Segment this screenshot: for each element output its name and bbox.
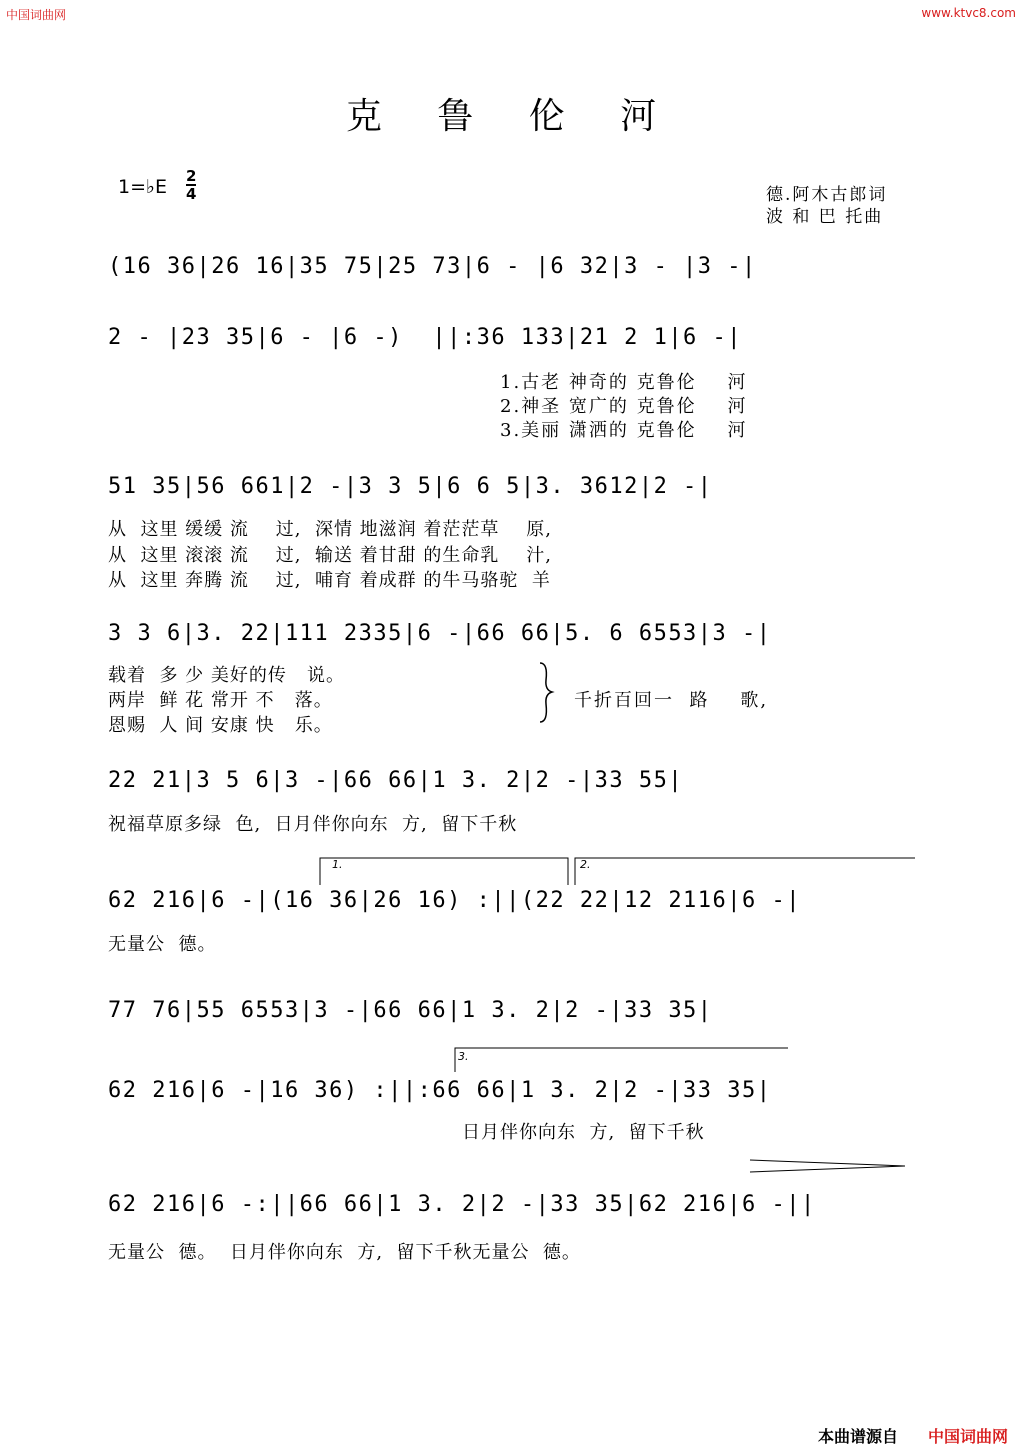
song-title: 克 鲁 伦 河: [345, 96, 679, 137]
second-ending-label: 2.: [580, 858, 591, 871]
lyric-line-3-1: 从 这里 缓缓 流 过, 深情 地滋润 着茫茫草 原,: [108, 519, 552, 540]
lyricist-credit: 德.阿木古郎词: [766, 185, 888, 205]
lyric-line-4-2: 两岸 鲜 花 常开 不 落。: [108, 690, 333, 711]
notation-line-1: (16 36|26 16|35 75|25 73|6 - |6 32|3 - |3 -|: [108, 254, 757, 279]
footer-site-logo: 中国词曲网: [928, 1427, 1009, 1446]
lyric-line-9: 无量公 德。 日月伴你向东 方, 留下千秋无量公 德。: [108, 1242, 581, 1263]
notation-line-9: 62 216|6 -:||66 66|1 3. 2|2 -|33 35|62 216|6 -||: [108, 1192, 816, 1217]
lyric-line-3-3: 从 这里 奔腾 流 过, 哺育 着成群 的牛马骆驼 羊: [108, 570, 551, 591]
lyric-line-8: 日月伴你向东 方, 留下千秋: [462, 1122, 705, 1143]
footer-source-label: 本曲谱源自: [818, 1427, 899, 1446]
third-ending-label: 3.: [458, 1050, 469, 1063]
notation-line-7: 77 76|55 6553|3 -|66 66|1 3. 2|2 -|33 35|: [108, 998, 713, 1023]
notation-line-4: 3 3 6|3. 22|111 2335|6 -|66 66|5. 6 6553|3 -|: [108, 621, 772, 646]
lyric-line-5: 祝福草原多绿 色, 日月伴你向东 方, 留下千秋: [108, 814, 518, 835]
notation-line-8: 62 216|6 -|16 36) :||:66 66|1 3. 2|2 -|33 35|: [108, 1078, 772, 1103]
notation-line-2: 2 - |23 35|6 - |6 -) ||:36 133|21 2 1|6 -|: [108, 325, 743, 350]
notation-line-6: 62 216|6 -|(16 36|26 16) :||(22 22|12 2116|6 -|: [108, 888, 802, 913]
lyric-chorus-intro: 千折百回一 路 歌,: [574, 690, 769, 711]
key-signature: 1=♭E: [118, 176, 167, 198]
time-signature-bottom: 4: [186, 185, 197, 203]
lyric-line-4-3: 恩赐 人 间 安康 快 乐。: [108, 715, 333, 736]
site-url-right: www.ktvc8.com: [921, 6, 1016, 20]
composer-credit: 波 和 巴 托曲: [766, 207, 884, 227]
verse-2-intro: 2.神圣 宽广的 克鲁伦 河: [500, 396, 748, 417]
lyric-line-3-2: 从 这里 滚滚 流 过, 输送 着甘甜 的生命乳 汁,: [108, 545, 552, 566]
time-signature-top: 2: [186, 167, 197, 185]
notation-line-3: 51 35|56 661|2 -|3 3 5|6 6 5|3. 3612|2 -|: [108, 474, 713, 499]
notation-line-5: 22 21|3 5 6|3 -|66 66|1 3. 2|2 -|33 55|: [108, 768, 684, 793]
verse-1-intro: 1.古老 神奇的 克鲁伦 河: [500, 372, 748, 393]
verse-3-intro: 3.美丽 潇洒的 克鲁伦 河: [500, 420, 748, 441]
lyric-line-6: 无量公 德。: [108, 934, 217, 955]
site-logo-left: 中国词曲网: [6, 8, 67, 22]
lyric-line-4-1: 载着 多 少 美好的传 说。: [108, 665, 346, 686]
first-ending-label: 1.: [332, 858, 343, 871]
